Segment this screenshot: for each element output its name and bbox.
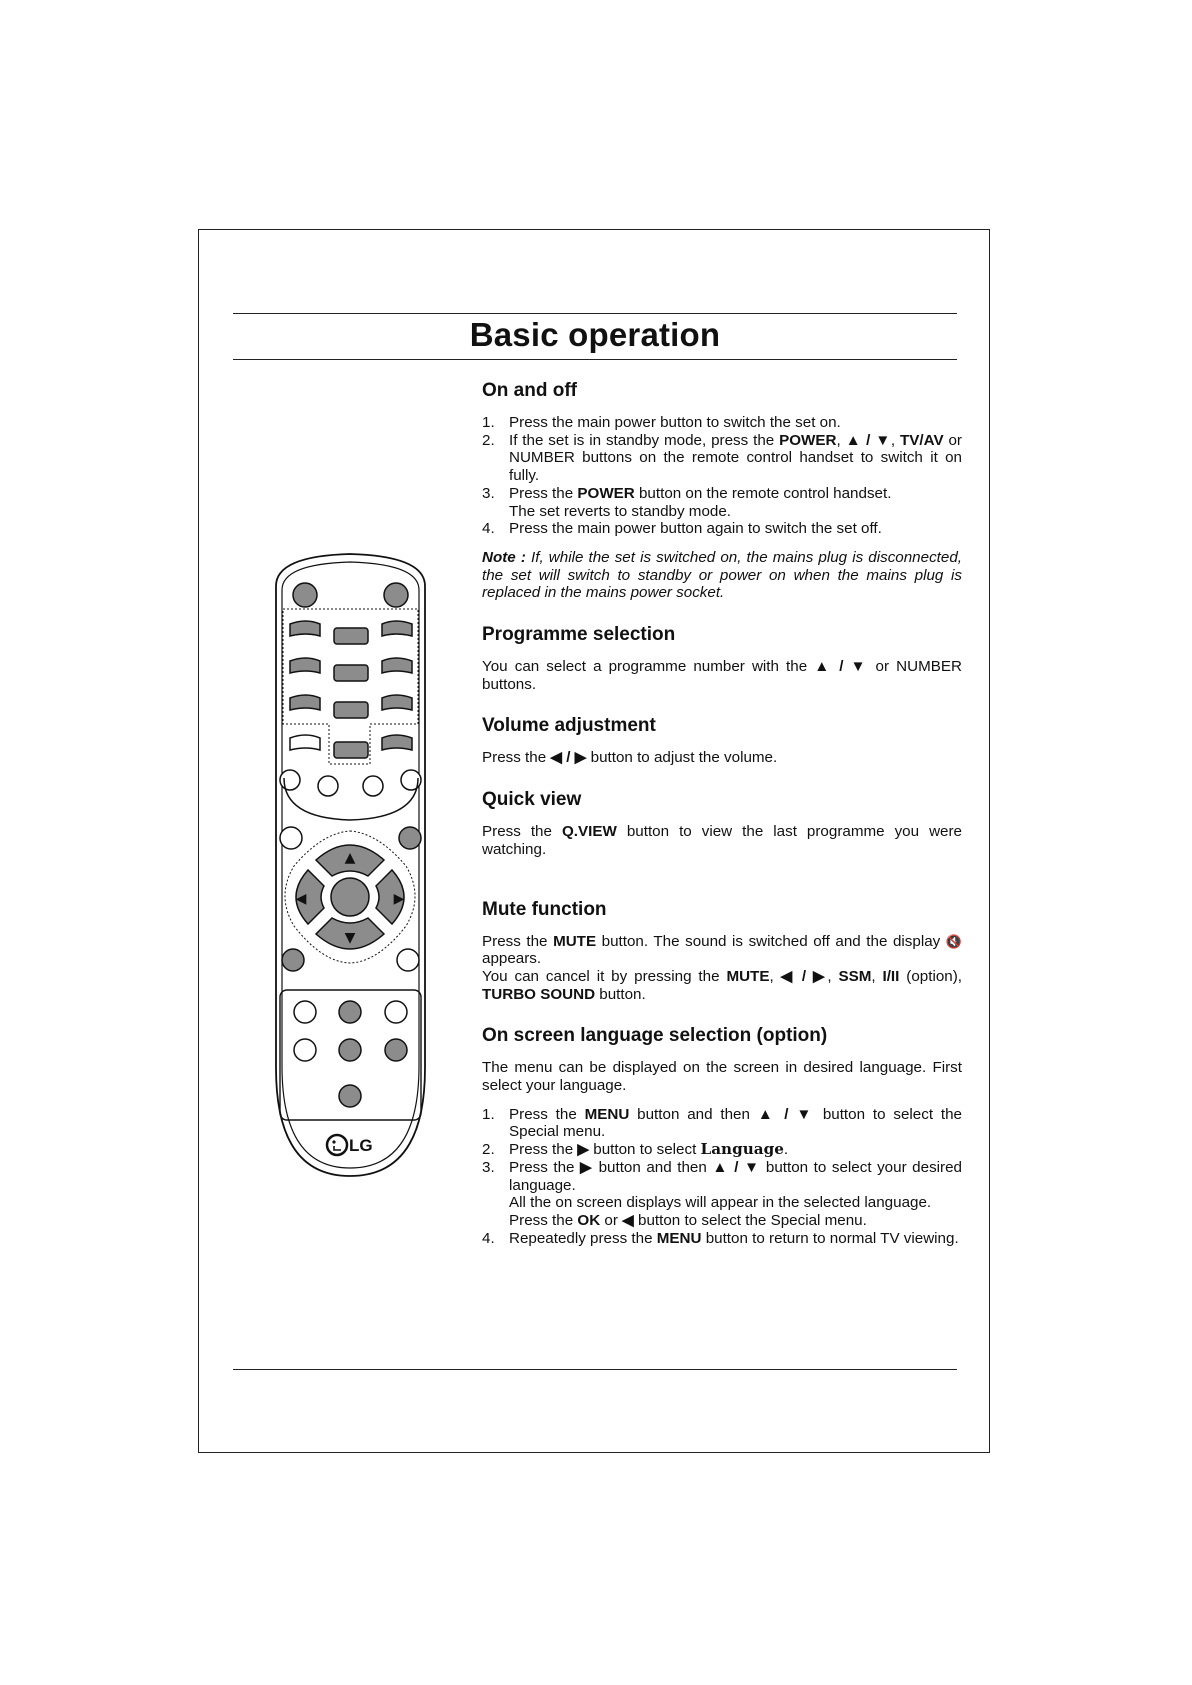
power-button-left	[293, 583, 317, 607]
text-run: button. The sound is switched off and the display	[596, 932, 946, 950]
step-item	[482, 1230, 962, 1248]
dpad-down-arrow: ▼	[344, 930, 356, 946]
footer-rule	[233, 1369, 957, 1370]
text-run: ,	[836, 431, 846, 449]
section-programme	[482, 624, 962, 693]
text-run: button on the remote control handset.	[634, 484, 892, 502]
bold-term: ▲ / ▼	[845, 431, 891, 449]
bold-term: TV/AV	[899, 431, 944, 449]
bold-term: MENU	[584, 1105, 630, 1123]
step-number: 4.	[482, 1229, 495, 1247]
volume-text	[482, 749, 962, 767]
bold-term: SSM	[838, 967, 872, 985]
step-number: 2.	[482, 1141, 495, 1159]
text-run: Press the	[482, 932, 554, 950]
text-run: Press the main power button again to switch the set off.	[509, 520, 882, 538]
text-run: Press the main power button to switch the set on.	[509, 414, 841, 431]
lg-logo-icon	[327, 1135, 347, 1155]
ok-button	[331, 878, 369, 916]
text-run: or	[600, 1211, 623, 1229]
title-top-rule	[233, 313, 957, 314]
step-item	[482, 414, 962, 432]
heading-programme: Programme selection	[482, 624, 676, 646]
text-run: Press the	[482, 749, 551, 767]
text-run: Press the	[482, 823, 562, 841]
text-run: appears.	[482, 950, 542, 968]
text-run: .	[783, 1141, 789, 1159]
text-run: button to select	[589, 1141, 701, 1159]
bold-term: ▲ / ▼	[712, 1158, 761, 1176]
heading-volume: Volume adjustment	[482, 715, 656, 737]
text-run: button and then	[629, 1105, 758, 1123]
qview-button	[399, 827, 421, 849]
heading-on-off: On and off	[482, 380, 577, 401]
section-quick-view	[482, 789, 962, 858]
text-run: ,	[890, 431, 900, 449]
text-run: All the on screen displays will appear in the selected language.	[509, 1194, 932, 1212]
dpad-right-arrow: ▶	[393, 891, 405, 907]
step-item	[482, 1159, 962, 1230]
bold-term: ◀ / ▶	[550, 749, 587, 767]
bold-term: ▶	[577, 1141, 590, 1159]
section-volume	[482, 715, 962, 767]
programme-text	[482, 658, 962, 693]
text-run: ,	[769, 967, 781, 985]
on-off-steps	[482, 414, 962, 538]
step-item	[482, 485, 962, 520]
mute-icon: 🔇	[945, 933, 963, 949]
text-run: Press the	[509, 1158, 581, 1176]
heading-quick-view: Quick view	[482, 789, 582, 811]
section-on-off	[482, 380, 962, 602]
bold-term: MUTE	[726, 967, 770, 985]
note-paragraph	[482, 549, 962, 602]
bold-term: TURBO SOUND	[482, 985, 596, 1003]
text-run: ,	[827, 967, 839, 985]
mute-button	[282, 949, 304, 971]
text-run: button to select the Special menu.	[633, 1211, 867, 1229]
text-run: button to select the Special menu.	[509, 1105, 962, 1141]
text-run: or NUMBER buttons on the remote control handset to switch it on fully.	[509, 431, 962, 485]
step-item	[482, 432, 962, 485]
text-run: If the set is in standby mode, press the	[509, 431, 780, 449]
language-intro: The menu can be displayed on the screen in desired language. First select your language.	[482, 1059, 962, 1095]
bold-term: ◀ / ▶	[780, 967, 828, 985]
step-number: 3.	[482, 484, 495, 502]
language-term: Language	[700, 1140, 784, 1159]
bold-term: ◀	[622, 1211, 634, 1229]
lg-logo-text: LG	[349, 1136, 373, 1155]
text-run: button and then	[593, 1158, 713, 1176]
text-run: button to view the last programme you were watching.	[482, 823, 962, 858]
language-steps	[482, 1106, 962, 1248]
step-number: 2.	[482, 431, 495, 449]
bold-term: ▲ / ▼	[814, 658, 869, 676]
text-run: The set reverts to standby mode.	[509, 502, 732, 520]
text-run: button to select your desired language.	[509, 1158, 962, 1194]
text-run: button to adjust the volume.	[586, 749, 778, 767]
dpad-left-arrow: ◀	[295, 891, 307, 907]
step-item	[482, 520, 962, 538]
step-number: 1.	[482, 414, 495, 431]
step-item	[482, 1106, 962, 1141]
note-label: Note :	[482, 548, 526, 566]
step-number: 4.	[482, 520, 495, 538]
text-run: ,	[871, 967, 883, 985]
step-item	[482, 1141, 962, 1159]
step-number: 3.	[482, 1158, 495, 1176]
heading-mute: Mute function	[482, 898, 607, 920]
section-mute	[482, 899, 962, 1004]
text-run: Press the	[509, 1211, 578, 1229]
dpad-up-arrow: ▲	[344, 850, 356, 866]
text-run: Press the	[509, 1141, 578, 1159]
text-run: or NUMBER buttons.	[482, 658, 962, 693]
bold-term: I/II	[882, 967, 900, 985]
content-column	[482, 380, 962, 1269]
list-button	[397, 949, 419, 971]
bold-term: MENU	[656, 1229, 702, 1247]
bold-term: POWER	[577, 484, 635, 502]
note-text: If, while the set is switched on, the mains plug is disconnected, the set will switch to standby or power on when the mains plug is replaced in the mains power socket.	[482, 548, 962, 602]
bold-term: POWER	[779, 431, 837, 449]
bold-term: MUTE	[553, 932, 597, 950]
lg-logo	[327, 1135, 373, 1155]
bold-term: OK	[577, 1211, 601, 1229]
mute-text	[482, 933, 962, 1004]
page-title: Basic operation	[469, 316, 721, 353]
text-run: You can cancel it by pressing the	[482, 967, 727, 985]
text-run: You can select a programme number with the	[482, 658, 815, 676]
text-run: button to return to normal TV viewing.	[701, 1229, 959, 1247]
text-run: Press the	[509, 484, 578, 502]
bold-term: Q.VIEW	[561, 823, 617, 841]
text-run: Repeatedly press the	[509, 1229, 657, 1247]
remote-control-illustration	[258, 548, 443, 1180]
bold-term: ▲ / ▼	[757, 1105, 815, 1123]
power-button-right	[384, 583, 408, 607]
heading-language: On screen language selection (option)	[482, 1025, 828, 1047]
text-run: button.	[595, 985, 646, 1003]
quick-view-text	[482, 823, 962, 858]
section-language	[482, 1025, 962, 1247]
bold-term: ▶	[580, 1158, 594, 1176]
menu-button	[280, 827, 302, 849]
step-number: 1.	[482, 1105, 495, 1123]
text-run: Press the	[509, 1105, 585, 1123]
text-run: (option),	[899, 967, 962, 985]
title-bottom-rule	[233, 359, 957, 360]
